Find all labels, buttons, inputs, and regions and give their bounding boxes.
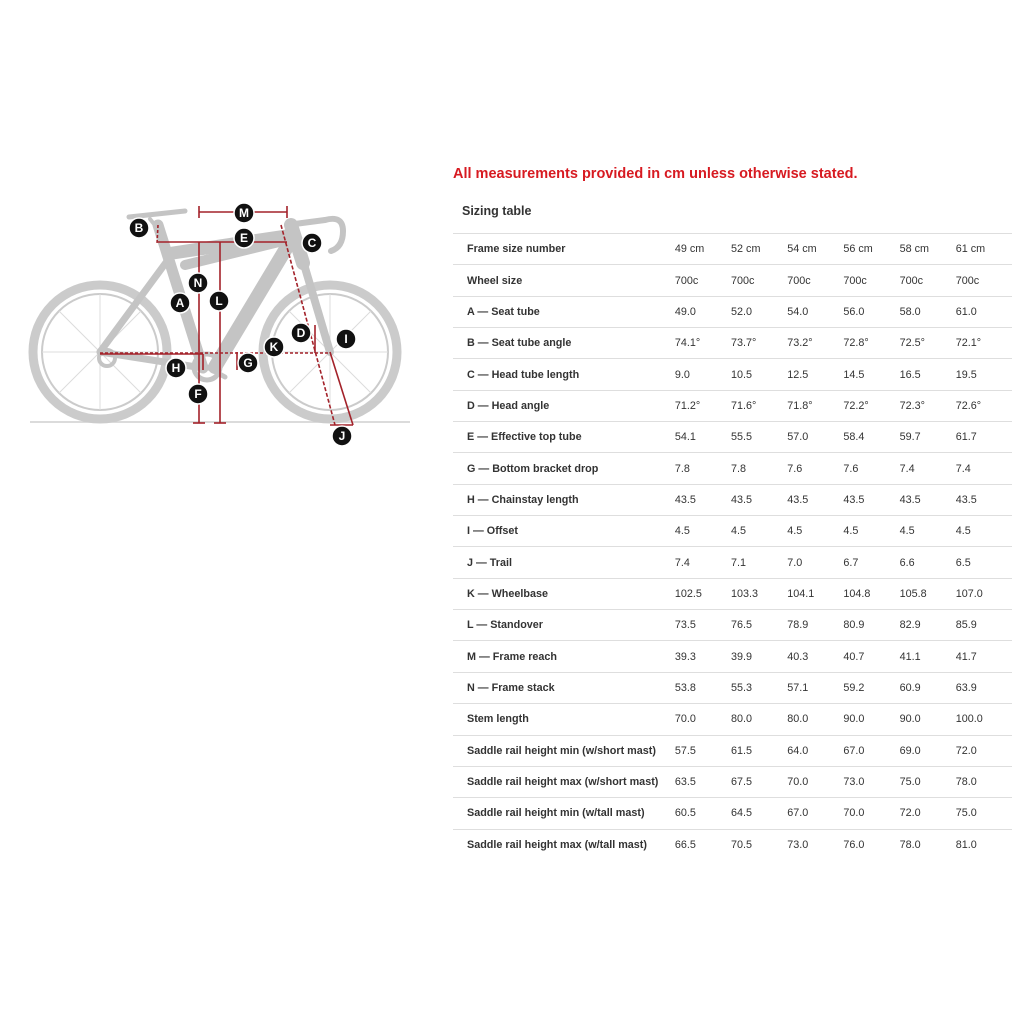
marker-e (234, 228, 254, 248)
table-cell: 64.5 (731, 807, 753, 820)
table-cell: 55.3 (731, 681, 753, 694)
table-cell: 104.8 (843, 587, 871, 600)
row-label: M — Frame reach (467, 650, 558, 663)
row-label: D — Head angle (467, 399, 550, 412)
table-cell: 63.9 (955, 681, 977, 694)
table-cell: 90.0 (843, 713, 865, 726)
table-cell: 56.0 (843, 305, 865, 318)
row-label: G — Bottom bracket drop (467, 462, 599, 475)
table-cell: 71.6° (731, 399, 757, 412)
table-cell: 700c (787, 274, 811, 287)
table-cell: 66.5 (674, 838, 696, 851)
table-cell: 75.0 (899, 776, 921, 789)
table-row (453, 516, 1012, 547)
table-cell: 56 cm (843, 243, 873, 256)
marker-i (336, 329, 356, 349)
table-row (453, 484, 1012, 515)
table-cell: 700c (899, 274, 923, 287)
table-cell: 70.0 (843, 807, 865, 820)
marker-b (129, 218, 149, 238)
table-cell: 52 cm (731, 243, 761, 256)
row-label: Saddle rail height min (w/tall mast) (467, 807, 645, 820)
row-label: Saddle rail height min (w/short mast) (467, 744, 656, 757)
row-label: E — Effective top tube (467, 431, 582, 444)
table-row (453, 641, 1012, 672)
marker-label: N (193, 276, 203, 291)
bike-geometry-svg (25, 195, 420, 455)
table-cell: 6.6 (899, 556, 915, 569)
table-cell: 49 cm (674, 243, 705, 256)
marker-h (166, 358, 186, 378)
marker-label: K (269, 340, 279, 355)
table-cell: 70.0 (674, 713, 696, 726)
row-label: A — Seat tube (467, 305, 540, 318)
row-label: Wheel size (467, 274, 523, 287)
table-cell: 4.5 (843, 525, 859, 538)
table-cell: 7.4 (899, 462, 915, 475)
table-cell: 60.5 (674, 807, 696, 820)
table-cell: 7.4 (955, 462, 971, 475)
row-label: I — Offset (467, 525, 518, 538)
marker-m (234, 203, 254, 223)
row-label: C — Head tube length (467, 368, 580, 381)
table-cell: 16.5 (899, 368, 921, 381)
table-cell: 71.8° (787, 399, 813, 412)
table-cell: 72.0 (955, 744, 977, 757)
table-cell: 7.0 (787, 556, 803, 569)
table-cell: 43.5 (674, 493, 696, 506)
table-cell: 73.0 (843, 776, 865, 789)
table-cell: 6.5 (955, 556, 971, 569)
table-cell: 73.5 (674, 619, 696, 632)
row-label: Saddle rail height max (w/short mast) (467, 776, 659, 789)
table-cell: 102.5 (674, 587, 702, 600)
table-cell: 67.0 (787, 807, 809, 820)
marker-f (188, 384, 208, 404)
table-cell: 4.5 (955, 525, 971, 538)
table-cell: 81.0 (955, 838, 977, 851)
table-cell: 4.5 (731, 525, 747, 538)
table-cell: 76.5 (731, 619, 753, 632)
table-cell: 90.0 (899, 713, 921, 726)
marker-label: E (239, 231, 249, 246)
marker-label: A (175, 296, 185, 311)
table-cell: 59.2 (843, 681, 865, 694)
table-cell: 54.1 (674, 431, 696, 444)
row-label: H — Chainstay length (467, 493, 579, 506)
table-cell: 700c (674, 274, 699, 287)
table-cell: 54.0 (787, 305, 809, 318)
table-cell: 72.0 (899, 807, 921, 820)
table-cell: 43.5 (787, 493, 809, 506)
table-cell: 72.8° (843, 337, 869, 350)
marker-label: F (194, 387, 202, 402)
bike-geometry-diagram (25, 195, 420, 455)
table-cell: 64.0 (787, 744, 809, 757)
table-cell: 43.5 (843, 493, 865, 506)
marker-n (188, 273, 208, 293)
table-cell: 59.7 (899, 431, 921, 444)
table-cell: 107.0 (955, 587, 983, 600)
table-row (453, 547, 1012, 578)
table-row (453, 453, 1012, 484)
table-cell: 70.5 (731, 838, 753, 851)
table-cell: 61.0 (955, 305, 977, 318)
table-cell: 700c (731, 274, 755, 287)
table-cell: 700c (843, 274, 867, 287)
row-label: Saddle rail height max (w/tall mast) (467, 838, 647, 851)
marker-label: C (307, 236, 317, 251)
table-cell: 43.5 (899, 493, 921, 506)
table-cell: 43.5 (731, 493, 753, 506)
table-cell: 80.0 (731, 713, 753, 726)
table-row (453, 328, 1012, 359)
table-cell: 7.1 (731, 556, 747, 569)
table-cell: 104.1 (787, 587, 815, 600)
table-cell: 7.6 (843, 462, 859, 475)
table-row (453, 735, 1012, 766)
marker-g (238, 353, 258, 373)
table-cell: 63.5 (674, 776, 696, 789)
marker-label: B (134, 221, 144, 236)
table-row (453, 265, 1012, 296)
table-cell: 82.9 (899, 619, 921, 632)
table-cell: 57.5 (674, 744, 696, 757)
table-row (453, 578, 1012, 609)
table-cell: 78.9 (787, 619, 809, 632)
table-cell: 57.1 (787, 681, 809, 694)
table-cell: 57.0 (787, 431, 809, 444)
table-row (453, 359, 1012, 390)
table-cell: 54 cm (787, 243, 817, 256)
table-cell: 7.4 (674, 556, 690, 569)
table-cell: 72.2° (843, 399, 869, 412)
measurement-notice: All measurements provided in cm unless otherwise stated. (453, 166, 858, 182)
table-cell: 74.1° (674, 337, 701, 350)
table-row (453, 766, 1012, 797)
table-cell: 72.3° (899, 399, 925, 412)
table-cell: 69.0 (899, 744, 921, 757)
table-cell: 67.5 (731, 776, 753, 789)
table-cell: 700c (955, 274, 980, 287)
table-cell: 4.5 (899, 525, 915, 538)
table-cell: 61.5 (731, 744, 753, 757)
table-cell: 41.1 (899, 650, 921, 663)
marker-label: G (243, 356, 253, 371)
table-cell: 6.7 (843, 556, 859, 569)
table-cell: 7.6 (787, 462, 803, 475)
table-cell: 103.3 (731, 587, 759, 600)
table-cell: 19.5 (955, 368, 977, 381)
marker-label: I (344, 332, 348, 347)
row-label: K — Wheelbase (467, 587, 548, 600)
table-cell: 39.3 (674, 650, 696, 663)
table-cell: 76.0 (843, 838, 865, 851)
sizing-table-body (453, 234, 1012, 861)
table-row (453, 798, 1012, 829)
table-cell: 53.8 (674, 681, 696, 694)
table-cell: 72.6° (955, 399, 982, 412)
marker-k (264, 337, 284, 357)
table-row (453, 422, 1012, 453)
row-label: Stem length (467, 713, 529, 726)
table-cell: 39.9 (731, 650, 753, 663)
table-cell: 55.5 (731, 431, 753, 444)
table-cell: 100.0 (955, 713, 983, 726)
table-cell: 70.0 (787, 776, 809, 789)
table-cell: 9.0 (674, 368, 690, 381)
table-row (453, 610, 1012, 641)
table-row (453, 234, 1012, 265)
table-cell: 7.8 (674, 462, 690, 475)
table-cell: 52.0 (731, 305, 753, 318)
table-cell: 40.3 (787, 650, 809, 663)
marker-l (209, 291, 229, 311)
row-label: N — Frame stack (467, 681, 555, 694)
row-label: B — Seat tube angle (467, 337, 572, 350)
row-label: J — Trail (467, 556, 513, 569)
table-cell: 7.8 (731, 462, 747, 475)
table-row (453, 672, 1012, 703)
marker-label: J (338, 429, 346, 444)
table-cell: 78.0 (899, 838, 921, 851)
table-cell: 71.2° (674, 399, 701, 412)
table-row (453, 390, 1012, 421)
table-cell: 73.2° (787, 337, 813, 350)
table-cell: 43.5 (955, 493, 977, 506)
table-row (453, 296, 1012, 327)
table-cell: 4.5 (674, 525, 690, 538)
table-cell: 14.5 (843, 368, 865, 381)
table-cell: 73.7° (731, 337, 757, 350)
marker-d (291, 323, 311, 343)
table-cell: 72.5° (899, 337, 925, 350)
table-cell: 78.0 (955, 776, 977, 789)
table-cell: 72.1° (955, 337, 982, 350)
table-cell: 58.0 (899, 305, 921, 318)
table-cell: 61 cm (955, 243, 986, 256)
table-row (453, 704, 1012, 735)
table-cell: 85.9 (955, 619, 977, 632)
marker-label: M (239, 206, 249, 221)
table-cell: 40.7 (843, 650, 865, 663)
sizing-table (453, 233, 1012, 860)
table-cell: 75.0 (955, 807, 977, 820)
sizing-table-title: Sizing table (462, 204, 532, 218)
marker-label: D (296, 326, 306, 341)
table-cell: 12.5 (787, 368, 809, 381)
row-label: Frame size number (467, 243, 566, 256)
marker-label: H (171, 361, 181, 376)
table-cell: 105.8 (899, 587, 927, 600)
marker-c (302, 233, 322, 253)
table-cell: 61.7 (955, 431, 977, 444)
table-cell: 58 cm (899, 243, 929, 256)
table-cell: 10.5 (731, 368, 753, 381)
table-cell: 67.0 (843, 744, 865, 757)
table-cell: 41.7 (955, 650, 977, 663)
table-cell: 49.0 (674, 305, 696, 318)
marker-j (332, 426, 352, 446)
marker-a (170, 293, 190, 313)
table-cell: 60.9 (899, 681, 921, 694)
table-cell: 4.5 (787, 525, 803, 538)
marker-label: L (215, 294, 223, 309)
table-cell: 80.9 (843, 619, 865, 632)
row-label: L — Standover (467, 619, 543, 632)
table-cell: 73.0 (787, 838, 809, 851)
table-row (453, 829, 1012, 860)
table-cell: 80.0 (787, 713, 809, 726)
table-cell: 58.4 (843, 431, 865, 444)
